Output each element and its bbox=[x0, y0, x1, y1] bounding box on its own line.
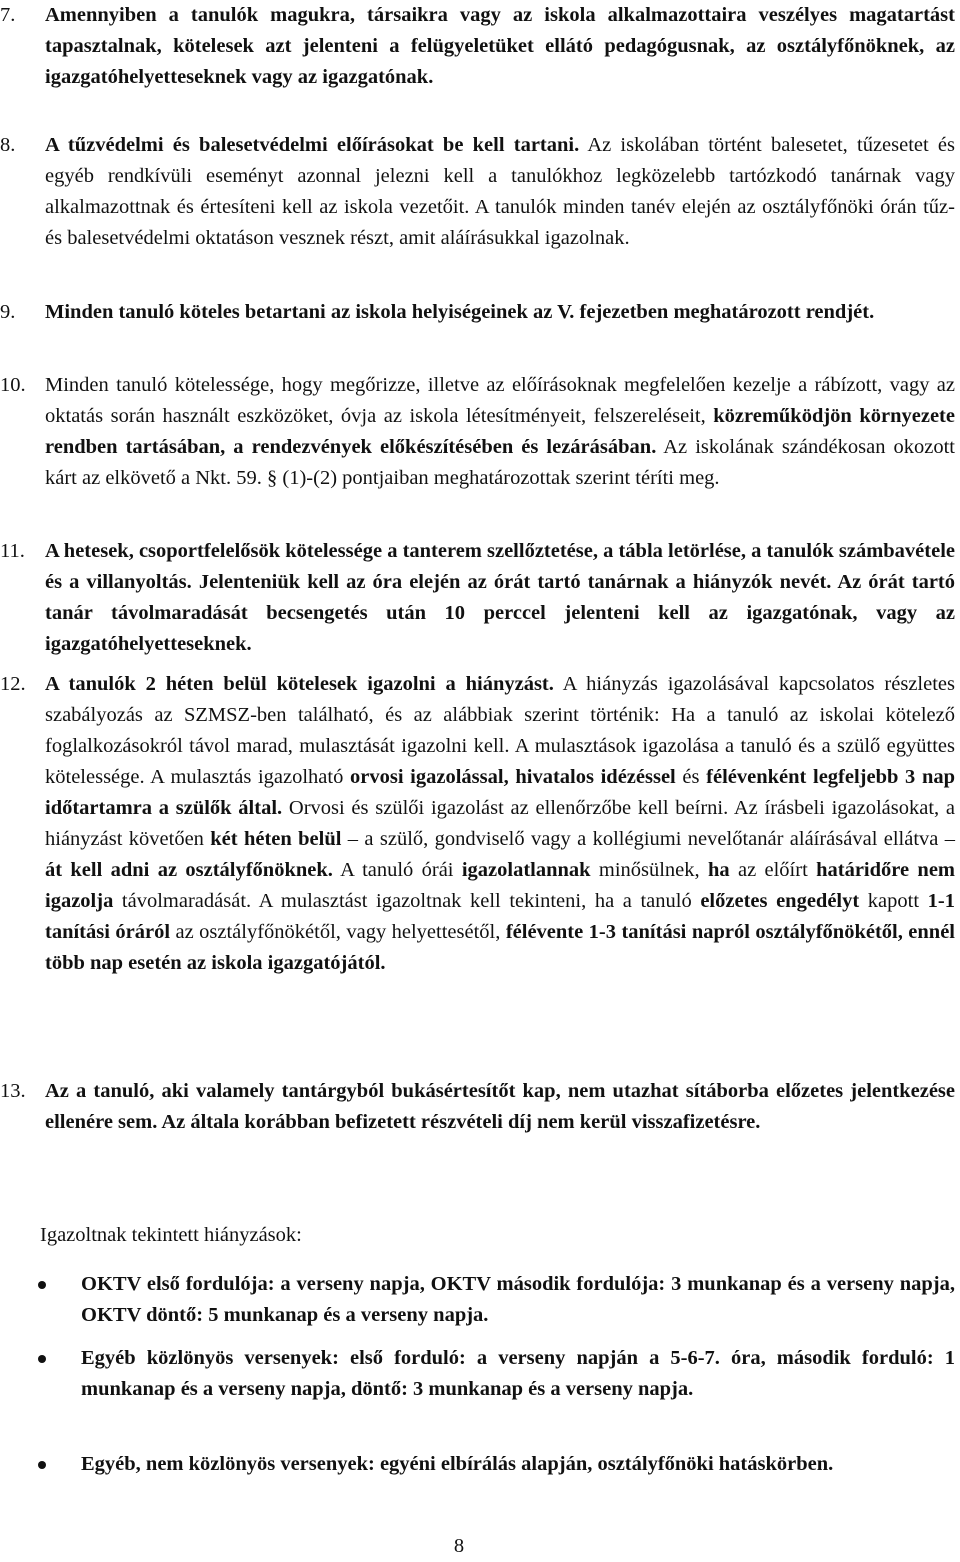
item-number: 13. bbox=[0, 1080, 26, 1102]
item-number: 11. bbox=[0, 540, 25, 562]
item-text bbox=[45, 370, 955, 494]
bold-text-segment: Minden tanuló köteles betartani az iskola helyiségeinek az V. fejezetben meghatározott rendjét. bbox=[45, 301, 875, 323]
bullet-text: Egyéb közlönyös versenyek: első forduló: a verseny napján a 5-6-7. óra, második forduló: 1 munkanap és a verseny napja, döntő: 3 munkanap és a verseny napja. bbox=[81, 1347, 955, 1400]
text-segment: és bbox=[675, 766, 707, 788]
bullet-item bbox=[0, 1449, 955, 1480]
bold-text-segment: két héten belül bbox=[210, 828, 342, 850]
item-number: 8. bbox=[0, 134, 16, 156]
item-number: 10. bbox=[0, 374, 26, 396]
bold-text-segment: orvosi igazolással, hivatalos idézéssel bbox=[350, 766, 676, 788]
bullet-item bbox=[0, 1343, 955, 1405]
bullet-text: Egyéb, nem közlönyös versenyek: egyéni elbírálás alapján, osztályfőnöki hatáskörben. bbox=[81, 1453, 834, 1475]
text-segment: A tanuló órái bbox=[332, 859, 462, 881]
text-segment: Minden tanuló kötelessége, hogy megőrizze, illetve az előírásoknak megfelelően kezelje a rábízott, vagy az oktatás során használt eszközöket, óvja az iskola létesítményeit, felszereléseit, bbox=[45, 374, 955, 427]
item-number: 9. bbox=[0, 301, 16, 323]
rule-item-10 bbox=[0, 370, 955, 494]
bold-text-segment: 1-1 tanítási óráról bbox=[45, 890, 955, 943]
bold-text-segment: előzetes engedélyt bbox=[700, 890, 860, 912]
text-segment: kapott bbox=[859, 890, 928, 912]
text-segment: az előírt bbox=[729, 859, 817, 881]
bold-text-segment: A tanulók 2 héten belül kötelesek igazolni a hiányzást. bbox=[45, 673, 554, 695]
rule-item-12 bbox=[0, 669, 955, 979]
bullet-icon bbox=[38, 1355, 46, 1363]
text-segment: Orvosi és szülői igazolást az ellenőrzőbe kell beírni. Az írásbeli igazolásokat, a hiányzást követően bbox=[45, 797, 955, 850]
item-text bbox=[45, 536, 955, 660]
text-segment: Az iskolában történt balesetet, tűzesetet és egyéb rendkívüli eseményt azonnal jelezni kell a tanulókhoz legközelebb tartózkodó tanárnak vagy alkalmazottnak és értesíteni kell az iskola vezetőit. A tanulók minden tanév elején az osztályfőnöki órán tűz- és balesetvédelmi oktatáson vesznek részt, amit aláírásukkal igazolnak. bbox=[45, 134, 955, 249]
bullet-icon bbox=[38, 1461, 46, 1469]
page-number: 8 bbox=[453, 1535, 465, 1557]
absences-heading: Igazoltnak tekintett hiányzások: bbox=[40, 1224, 302, 1246]
item-text bbox=[45, 1076, 955, 1138]
text-segment: az osztályfőnökétől, vagy helyettesétől, bbox=[170, 921, 506, 943]
bold-text-segment: A tűzvédelmi és balesetvédelmi előírásokat be kell tartani. bbox=[45, 134, 580, 156]
item-text bbox=[45, 669, 955, 979]
bold-text-segment: félévenként legfeljebb 3 nap időtartamra a szülők által. bbox=[45, 766, 955, 819]
text-segment: Az iskolának szándékosan okozott kárt az elkövető a Nkt. 59. § (1)-(2) pontjaiban meghatározottak szerint téríti meg. bbox=[45, 436, 955, 489]
rule-item-8 bbox=[0, 130, 955, 254]
bold-text-segment: határidőre nem igazolja bbox=[45, 859, 955, 912]
text-segment: minősülnek, bbox=[590, 859, 708, 881]
bold-text-segment: Az a tanuló, aki valamely tantárgyból bukásértesítőt kap, nem utazhat sítáborba előzetes jelentkezése ellenére sem. Az általa korábban befizetett részvételi díj nem kerül visszafizetésre. bbox=[45, 1080, 955, 1133]
rule-item-9 bbox=[0, 297, 955, 328]
item-number: 12. bbox=[0, 673, 26, 695]
bold-text-segment: félévente 1-3 tanítási napról osztályfőnökétől, ennél több nap esetén az iskola igazgatójától. bbox=[45, 921, 955, 974]
item-text bbox=[45, 297, 955, 328]
bold-text-segment: igazolatlannak bbox=[461, 859, 591, 881]
rule-item-7 bbox=[0, 0, 955, 93]
bullet-icon bbox=[38, 1281, 46, 1289]
text-segment: távolmaradását. A mulasztást igazoltnak kell tekinteni, ha a tanuló bbox=[113, 890, 701, 912]
text-segment: A hiányzás igazolásával kapcsolatos részletes szabályozás az SZMSZ-ben található, és az alábbiak szerint történik: Ha a tanuló az iskolai kötelező foglalkozásokról távol marad, mulasztását igazolni kell. A mulasztások igazolása a tanuló és a szülő együttes kötelessége. A mulasztás igazolható bbox=[45, 673, 955, 788]
bold-text-segment: át kell adni az osztályfőnöknek. bbox=[45, 859, 333, 881]
item-text bbox=[45, 130, 955, 254]
bold-text-segment: közreműködjön környezete rendben tartásában, a rendezvények előkészítésében és lezárásában. bbox=[45, 405, 955, 458]
bold-text-segment: Amennyiben a tanulók magukra, társaikra vagy az iskola alkalmazottaira veszélyes magatartást tapasztalnak, kötelesek azt jelenteni a felügyeletüket ellátó pedagógusnak, az osztályfőnöknek, az igazgatóhelyetteseknek vagy az igazgatónak. bbox=[45, 4, 955, 88]
rule-item-11 bbox=[0, 536, 955, 660]
item-number: 7. bbox=[0, 4, 16, 26]
text-segment: – a szülő, gondviselő vagy a kollégiumi nevelőtanár aláírásával ellátva – bbox=[341, 828, 956, 850]
bullet-text: OKTV első fordulója: a verseny napja, OKTV második fordulója: 3 munkanap és a verseny napja, OKTV döntő: 5 munkanap és a verseny napja. bbox=[81, 1273, 955, 1326]
bold-text-segment: A hetesek, csoportfelelősök kötelessége a tanterem szellőztetése, a tábla letörlése, a tanulók számbavétele és a villanyoltás. Jelenteniük kell az óra elején az órát tartó tanárnak a hiányzók nevét. Az órát tartó tanár távolmaradását becsengetés után 10 perccel jelenteni kell az igazgatónak, vagy az igazgatóhelyetteseknek. bbox=[45, 540, 955, 655]
bold-text-segment: ha bbox=[708, 859, 730, 881]
bullet-item bbox=[0, 1269, 955, 1331]
rule-item-13 bbox=[0, 1076, 955, 1138]
item-text bbox=[45, 0, 955, 93]
